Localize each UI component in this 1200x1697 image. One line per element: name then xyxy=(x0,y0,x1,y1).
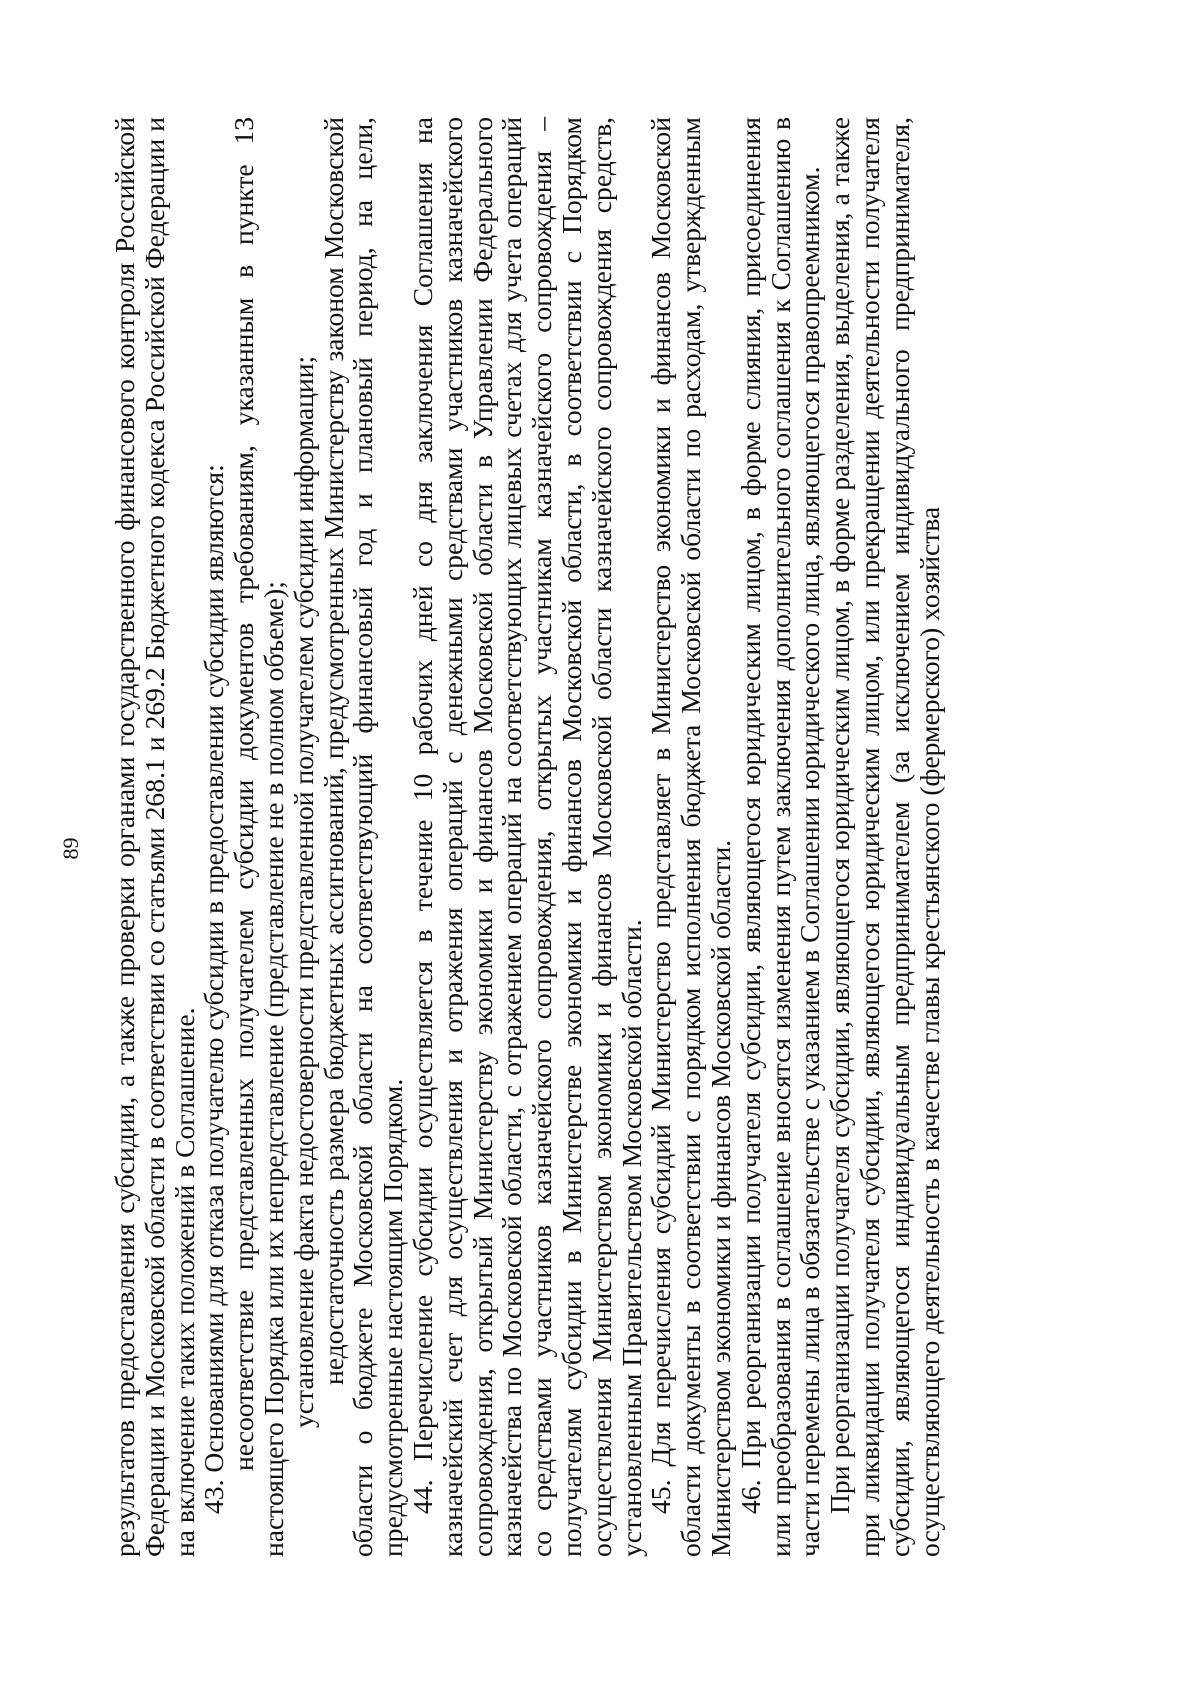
paragraph: 45. Для перечисления субсидий Министерство представляет в Министерство экономики и финансов Московской области документы в соответствии с порядком исполнения бюджета Московской области по расходам, утвержденным Министерством экономики и финансов Московской области. xyxy=(645,117,736,1557)
paragraph: 43. Основаниями для отказа получателю субсидии в предоставлении субсидии являются: xyxy=(198,464,230,1514)
page-number: 89 xyxy=(58,837,83,860)
paragraph: результатов предоставления субсидии, а также проверки органами государственного финансового контроля Российской Федерации и Московской области в соответствии со статьями 268.1 и 269.2 Бюджетного кодекса Российской Федерации и на включение таких положений в Соглашение. xyxy=(109,117,200,1557)
document-body xyxy=(110,117,944,1557)
paragraph: установление факта недостоверности представленной получателем субсидии информации; xyxy=(287,355,319,1428)
paragraph: 44. Перечисление субсидии осуществляется в течение 10 рабочих дней со дня заключения Соглашения на казначейский счет для осуществления и отражения операций с денежными средствами участников казначейского сопровождения, открытый Министерству экономики и финансов Московской области в Управлении Федерального казначейства по Московской области, с отражением операций на соответствующих лицевых счетах для учета операций со средствами участников казначейского сопровождения, открытых участникам казначейского сопровождения – получателям субсидии в Министерстве экономики и финансов Московской области, в соответствии с Порядком осуществления Министерством экономики и финансов Московской области казначейского сопровождения средств, установленным Правительством Московской области. xyxy=(406,117,647,1557)
paragraph: 46. При реорганизации получателя субсидии, являющегося юридическим лицом, в форме слияния, присоединения или преобразования в соглашение вносятся изменения путем заключения дополнительного соглашения к Соглашению в части перемены лица в обязательстве с указанием в Соглашении юридического лица, являющегося правопреемником. xyxy=(734,117,826,1557)
paragraph: При реорганизации получателя субсидии, являющегося юридическим лицом, в форме разделения, выделения, а также при ликвидации получателя субсидии, являющегося юридическим лицом, или прекращении деятельности получателя субсидии, являющегося индивидуальным предпринимателем (за исключением индивидуального предпринимателя, осуществляющего деятельность в качестве главы крестьянского (фермерского) хозяйства xyxy=(824,117,945,1557)
paragraph: несоответствие представленных получателем субсидии документов требованиям, указанным в пункте 13 настоящего Порядка или их непредставление (представление не в полном объеме); xyxy=(228,117,289,1557)
paragraph: недостаточность размера бюджетных ассигнований, предусмотренных Министерству законом Московской области о бюджете Московской области на соответствующий финансовый год и плановый период, на цели, предусмотренные настоящим Порядком. xyxy=(317,117,409,1557)
